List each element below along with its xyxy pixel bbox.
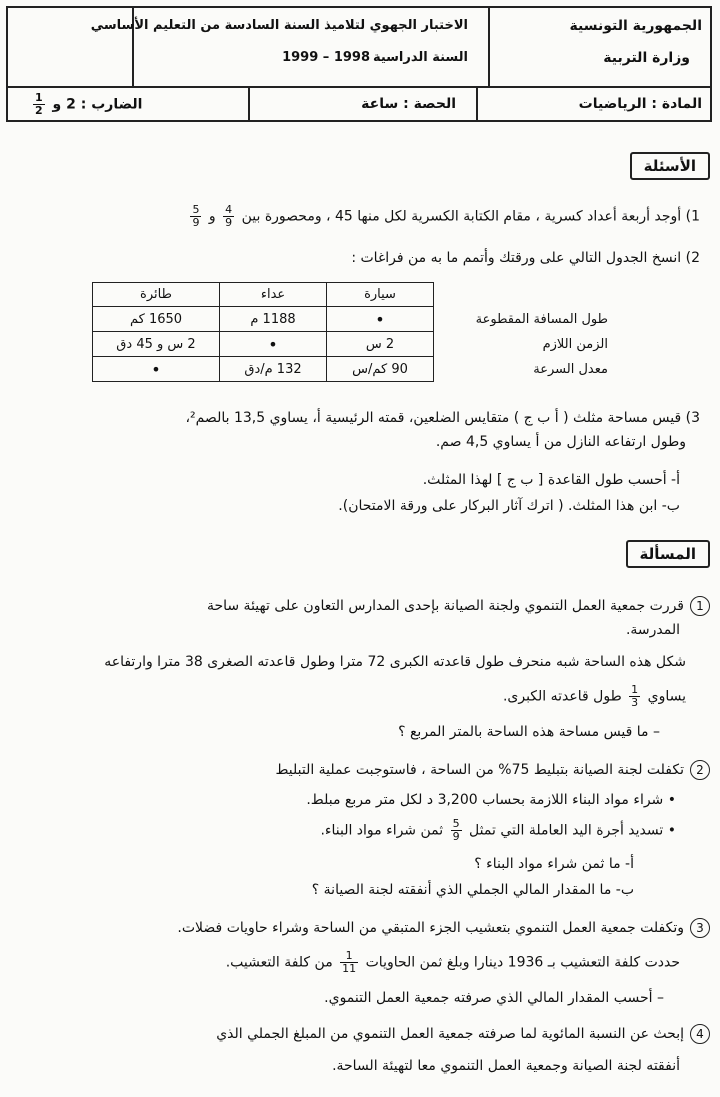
table-header: طائرة	[93, 283, 220, 307]
fraction-denominator: 11	[342, 962, 357, 975]
school-year-label: السنة الدراسية	[372, 50, 468, 65]
problem-part-2-line-1	[20, 760, 710, 780]
fraction-numerator: 1	[35, 91, 43, 104]
table-row	[93, 357, 613, 382]
fraction-numerator: 1	[631, 683, 639, 696]
problem-text: حددت كلفة التعشيب بـ 1936 دينارا وبلغ ثمن الحاويات	[365, 954, 680, 971]
table-cell: 132 م/دق	[220, 357, 327, 382]
problem-part-1-line-4	[20, 684, 686, 709]
header-divider	[248, 86, 250, 122]
problem-part-1-line-3: شكل هذه الساحة شبه منحرف طول قاعدته الكبرى 72 مترا وطول قاعدته الصغرى 38 مترا وارتفاعه	[104, 654, 686, 670]
problem-text: طول قاعدته الكبرى.	[502, 688, 622, 705]
fraction	[340, 950, 358, 975]
problem-text: وتكفلت جمعية العمل التنموي بتعشيب الجزء المتبقي من الساحة وشراء حاويات فضلات.	[177, 920, 684, 936]
problem-text: تكفلت لجنة الصيانة بتبليط 75% من الساحة ، فاستوجبت عملية التبليط	[275, 762, 684, 778]
fraction-numerator: 5	[192, 203, 200, 216]
fraction-denominator: 9	[192, 216, 200, 229]
header-divider	[8, 86, 710, 88]
table-cell: 1650 كم	[93, 307, 220, 332]
table-row	[93, 332, 613, 357]
problem-part-3-line-1	[20, 918, 710, 938]
problem-part-2-bullet-2	[20, 818, 676, 843]
problem-part-2-bullet-1: • شراء مواد البناء اللازمة بحساب 3,200 د لكل متر مربع مبلط.	[306, 792, 676, 808]
question-3-line-2: وطول ارتفاعه النازل من أ يساوي 4,5 صم.	[435, 434, 686, 450]
exam-header	[6, 6, 712, 122]
fraction	[223, 204, 234, 229]
problem-text: • تسديد أجرة اليد العاملة التي تمثل	[469, 822, 676, 839]
table-cell: •	[220, 332, 327, 357]
problem-text: من كلفة التعشيب.	[225, 954, 333, 971]
table-cell: 1188 م	[220, 307, 327, 332]
table-cell: •	[93, 357, 220, 382]
table-row	[93, 307, 613, 332]
problem-part-1-question: – ما قيس مساحة هذه الساحة بالمتر المربع ؟	[398, 724, 660, 740]
fraction-denominator: 9	[225, 216, 233, 229]
fraction	[190, 204, 201, 229]
part-number: 4	[690, 1024, 710, 1044]
row-label: طول المسافة المقطوعة	[475, 311, 608, 327]
table-cell: 2 س	[327, 332, 434, 357]
problem-part-2-a: أ- ما ثمن شراء مواد البناء ؟	[474, 856, 634, 872]
problem-part-1-line-1	[20, 596, 710, 616]
problem-part-3-line-2	[20, 950, 680, 975]
table-header-row	[93, 283, 613, 307]
fraction-denominator: 2	[35, 104, 43, 117]
question-1-text: 1) أوجد أربعة أعداد كسرية ، مقام الكتابة الكسرية لكل منها 45 ، ومحصورة بين	[241, 208, 700, 225]
conjunction: و	[208, 208, 216, 225]
table-cell: 2 س و 45 دق	[93, 332, 220, 357]
problem-part-4-line-1	[20, 1024, 710, 1044]
session-label: الحصة : ساعة	[361, 96, 456, 112]
questions-title: الأسئلة	[630, 152, 710, 180]
question-3-b: ب- ابن هذا المثلث. ( اترك آثار البركار على ورقة الامتحان).	[338, 498, 680, 514]
header-divider	[488, 8, 490, 86]
coefficient-label: الضارب : 2 و	[52, 96, 143, 113]
problem-title: المسألة	[626, 540, 710, 568]
problem-part-4-line-2: أنفقته لجنة الصيانة وجمعية العمل التنموي معا لتهيئة الساحة.	[332, 1058, 680, 1074]
fraction-denominator: 9	[452, 830, 460, 843]
speed-table	[92, 282, 612, 382]
table-cell: •	[327, 307, 434, 332]
problem-part-1-line-2: المدرسة.	[625, 622, 680, 638]
fraction	[451, 818, 462, 843]
coefficient	[30, 92, 142, 117]
table-cell: 90 كم/س	[327, 357, 434, 382]
problem-part-3-question: – أحسب المقدار المالي الذي صرفته جمعية العمل التنموي.	[324, 990, 664, 1006]
problem-text: إبحث عن النسبة المائوية لما صرفته جمعية العمل التنموي من المبلغ الجملي الذي	[216, 1026, 684, 1042]
row-label: معدل السرعة	[533, 361, 608, 377]
header-divider	[476, 86, 478, 122]
problem-part-2-b: ب- ما المقدار المالي الجملي الذي أنفقته لجنة الصيانة ؟	[311, 882, 634, 898]
table-header: سيارة	[327, 283, 434, 307]
question-3-line-1: 3) قيس مساحة مثلث ( أ ب ج ) متقايس الضلعين، قمته الرئيسية أ، يساوي 13,5 بالصم²،	[185, 410, 700, 426]
question-3-a: أ- أحسب طول القاعدة [ ب ج ] لهذا المثلث.	[422, 472, 680, 488]
problem-text: قررت جمعية العمل التنموي ولجنة الصيانة بإحدى المدارس التعاون على تهيئة ساحة	[206, 598, 684, 614]
fraction-numerator: 4	[225, 203, 233, 216]
ministry-label: وزارة التربية	[603, 50, 690, 66]
problem-text: ثمن شراء مواد البناء.	[320, 822, 444, 839]
school-year: 1998 – 1999	[282, 50, 370, 65]
fraction-numerator: 5	[452, 817, 460, 830]
republic-label: الجمهورية التونسية	[569, 18, 702, 34]
row-label: الزمن اللازم	[542, 336, 608, 352]
fraction-numerator: 1	[340, 950, 358, 963]
fraction	[629, 684, 640, 709]
fraction-denominator: 3	[631, 696, 639, 709]
exam-title: الاختبار الجهوي لتلاميذ السنة السادسة من التعليم الأساسي	[90, 18, 468, 33]
question-2-text: 2) انسخ الجدول التالي على ورقتك وأتمم ما به من فراغات :	[351, 250, 700, 266]
question-1	[20, 204, 700, 229]
coefficient-fraction	[33, 92, 45, 117]
part-number: 2	[690, 760, 710, 780]
problem-text: يساوي	[647, 688, 686, 705]
table-corner	[434, 283, 613, 307]
part-number: 3	[690, 918, 710, 938]
part-number: 1	[690, 596, 710, 616]
subject-label: المادة : الرياضيات	[578, 96, 702, 112]
table-header: عداء	[220, 283, 327, 307]
